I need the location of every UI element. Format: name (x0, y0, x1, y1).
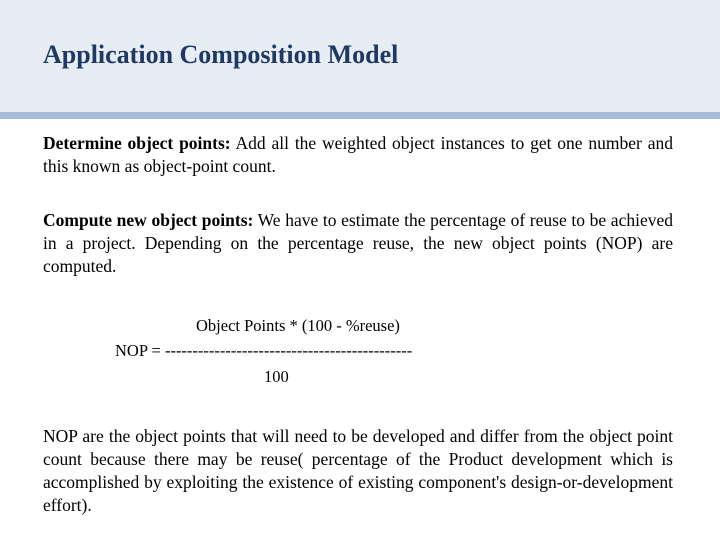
paragraph-determine-object-points (43, 132, 673, 178)
slide-title: Application Composition Model (43, 40, 399, 69)
paragraph-body: Add all the weighted object instances to get one number and this known as object-point count. (43, 133, 673, 176)
title-divider (0, 112, 720, 119)
formula-numerator: Object Points * (100 - %reuse) (196, 316, 400, 335)
formula-denominator: 100 (264, 367, 289, 386)
paragraph-compute-new-object-points (43, 209, 673, 278)
paragraph-body: We have to estimate the percentage of reuse to be achieved in a project. Depending on the percentage reuse, the new object points (NOP) are computed. (43, 210, 673, 276)
formula-lhs: NOP = --------------------------------------------- (115, 341, 413, 360)
paragraph-nop-definition: NOP are the object points that will need to be developed and differ from the object point count because there may be reuse( percentage of the Product development which is accomplished by exploiting the existence of existing component's design-or-development effort). (43, 426, 673, 515)
paragraph-lead: Compute new object points: (43, 210, 254, 230)
paragraph-lead: Determine object points: (43, 133, 231, 153)
